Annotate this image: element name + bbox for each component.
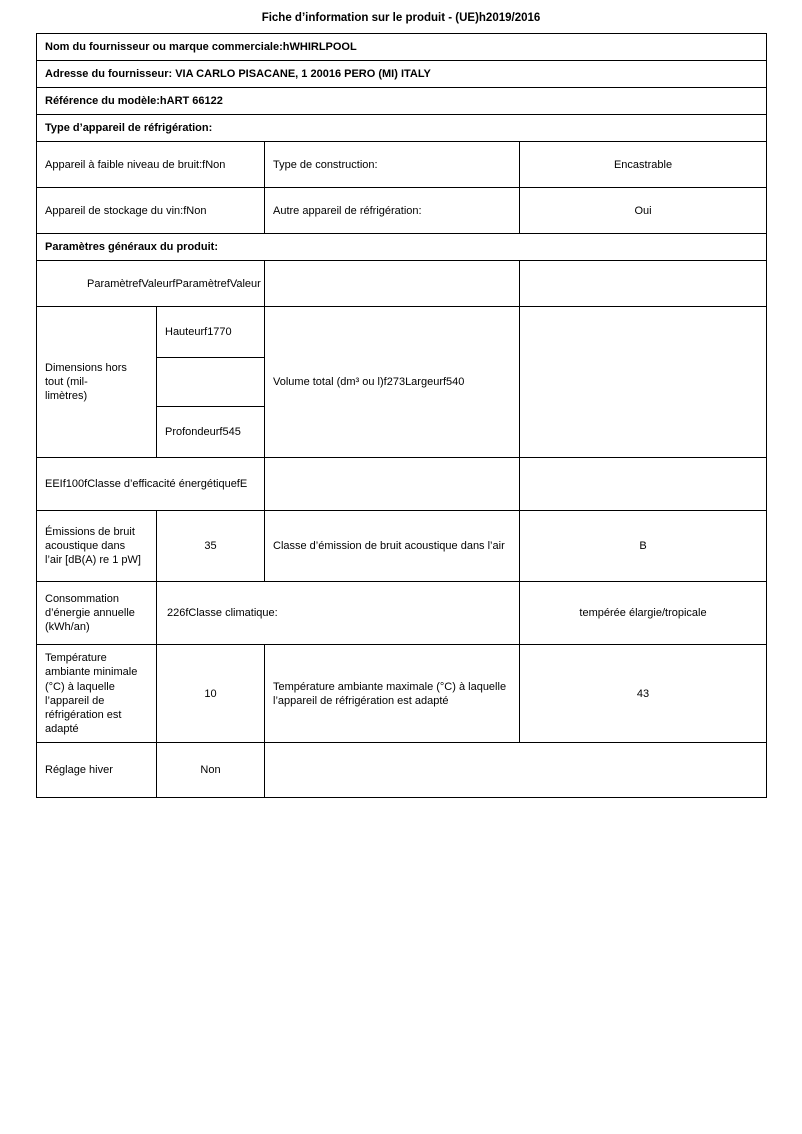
dimensions-label-cell: Dimensions hors tout (mil- limètres) bbox=[37, 307, 157, 458]
annual-energy-row bbox=[37, 582, 767, 645]
wine-storage-row bbox=[37, 188, 767, 234]
other-appliance-value-cell: Oui bbox=[520, 188, 767, 234]
model-row bbox=[37, 88, 767, 115]
product-information-table bbox=[36, 33, 767, 798]
model-reference-cell: Référence du modèle:hART 66122 bbox=[37, 88, 767, 115]
min-temp-label-cell: Température ambiante minimale (°C) à laquelle l’appareil de réfrigération est adapté bbox=[37, 645, 157, 742]
parameter-header-row bbox=[37, 261, 767, 307]
max-temp-value-cell: 43 bbox=[520, 645, 767, 742]
other-appliance-label-cell: Autre appareil de réfrigération: bbox=[265, 188, 520, 234]
volume-empty-cell bbox=[520, 307, 767, 458]
low-noise-row bbox=[37, 142, 767, 188]
eei-empty-cell-1 bbox=[265, 458, 520, 511]
dimensions-height-row bbox=[37, 307, 767, 358]
total-volume-cell: Volume total (dm³ ou l)f273Largeurf540 bbox=[265, 307, 520, 458]
noise-emissions-label-cell: Émissions de bruit acoustique dans l’air [dB(A) re 1 pW] bbox=[37, 511, 157, 582]
annual-energy-value-cell: 226fClasse climatique: bbox=[157, 582, 520, 645]
temperature-row bbox=[37, 645, 767, 742]
annual-energy-label-cell: Consommation d’énergie annuelle (kWh/an) bbox=[37, 582, 157, 645]
winter-setting-label-cell: Réglage hiver bbox=[37, 742, 157, 797]
general-parameters-row bbox=[37, 234, 767, 261]
wine-storage-cell: Appareil de stockage du vin:fNon bbox=[37, 188, 265, 234]
low-noise-cell: Appareil à faible niveau de bruit:fNon bbox=[37, 142, 265, 188]
construction-type-value-cell: Encastrable bbox=[520, 142, 767, 188]
noise-class-value-cell: B bbox=[520, 511, 767, 582]
noise-class-label-cell: Classe d’émission de bruit acoustique dans l’air bbox=[265, 511, 520, 582]
eei-cell: EEIf100fClasse d’efficacité énergétiquefE bbox=[37, 458, 265, 511]
min-temp-value-cell: 10 bbox=[157, 645, 265, 742]
address-row bbox=[37, 61, 767, 88]
parameter-header-empty-1 bbox=[265, 261, 520, 307]
dimensions-blank-cell bbox=[157, 358, 265, 407]
winter-setting-value-cell: Non bbox=[157, 742, 265, 797]
appliance-type-row bbox=[37, 115, 767, 142]
document-body bbox=[36, 0, 766, 798]
eei-row bbox=[37, 458, 767, 511]
winter-setting-empty-cell bbox=[265, 742, 767, 797]
max-temp-label-cell: Température ambiante maximale (°C) à laquelle l’appareil de réfrigération est adapté bbox=[265, 645, 520, 742]
supplier-row bbox=[37, 34, 767, 61]
supplier-address-cell: Adresse du fournisseur: VIA CARLO PISACANE, 1 20016 PERO (MI) ITALY bbox=[37, 61, 767, 88]
general-parameters-cell: Paramètres généraux du produit: bbox=[37, 234, 767, 261]
parameter-header-empty-2 bbox=[520, 261, 767, 307]
height-cell: Hauteurf1770 bbox=[157, 307, 265, 358]
parameter-header-cell: ParamètrefValeurfParamètrefValeur bbox=[37, 261, 265, 307]
eei-empty-cell-2 bbox=[520, 458, 767, 511]
winter-setting-row bbox=[37, 742, 767, 797]
appliance-type-cell: Type d’appareil de réfrigération: bbox=[37, 115, 767, 142]
climate-class-value-cell: tempérée élargie/tropicale bbox=[520, 582, 767, 645]
noise-emissions-row bbox=[37, 511, 767, 582]
supplier-name-cell: Nom du fournisseur ou marque commerciale:hWHIRLPOOL bbox=[37, 34, 767, 61]
depth-cell: Profondeurf545 bbox=[157, 407, 265, 458]
construction-type-label-cell: Type de construction: bbox=[265, 142, 520, 188]
noise-emissions-value-cell: 35 bbox=[157, 511, 265, 582]
document-title: Fiche d’information sur le produit - (UE)h2019/2016 bbox=[261, 12, 541, 24]
